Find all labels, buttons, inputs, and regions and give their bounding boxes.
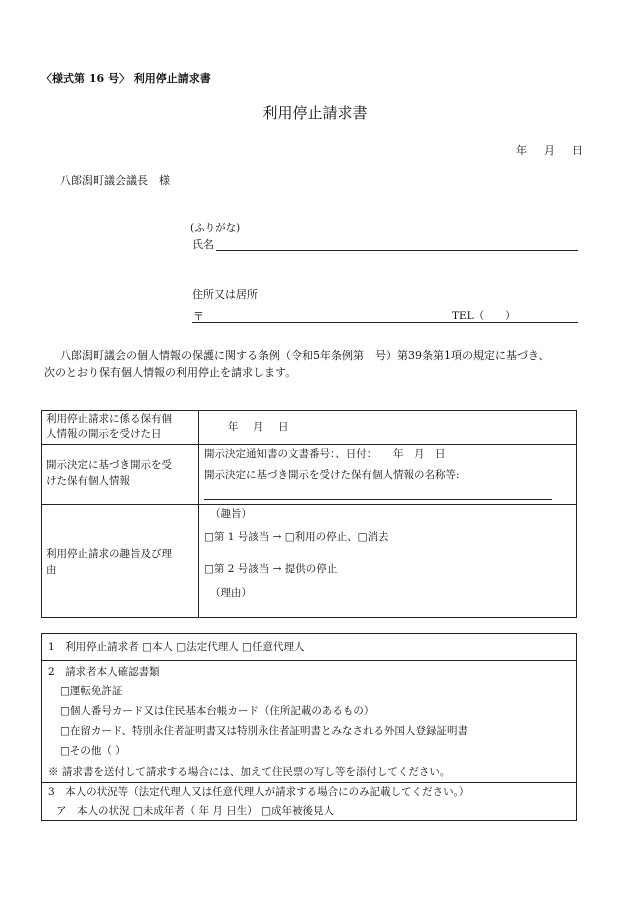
requester-type-line[interactable]: 1 利用停止請求者 □本人 □法定代理人 □任意代理人 [48,641,305,653]
principal-status-title: 3 本人の状況等（法定代理人又は任意代理人が請求する場合にのみ記載してください。） [48,786,470,798]
disclosed-info-name-line[interactable]: 開示決定に基づき開示を受けた保有個人情報の名称等: [204,469,460,481]
intro-line-2: 次のとおり保有個人情報の利用停止を請求します。 [44,366,297,379]
intro-line-1: 八郎潟町議会の個人情報の保護に関する条例（令和5年条例第 号）第39条第1項の規定に基づき、 [60,349,550,362]
purpose-label-1: 利用停止請求の趣旨及び理 [46,548,172,560]
postal-mark: 〒 [193,310,204,323]
tel-label: TEL（ ） [452,310,516,322]
id-document-option[interactable]: □在留カード、特別永住者証明書又は特別永住者証明書とみなされる外国人登録証明書 [60,725,468,737]
table-column-divider [198,411,199,617]
mailing-note: ※ 請求書を送付して請求する場合には、加えて住民票の写し等を添付してください。 [48,766,451,778]
page-title: 利用停止請求書 [262,104,368,122]
address-field-line[interactable] [192,322,578,323]
id-document-option[interactable]: □その他（ ） [60,745,126,757]
id-document-option[interactable]: □個人番号カード又は住民基本台帳カード（住所記載のあるもの） [60,705,375,717]
purpose-label-2: 由 [46,564,57,576]
disclosed-info-label-2: けた保有個人情報 [46,475,130,487]
purpose-heading: （趣旨） [210,508,252,520]
request-detail-table [41,410,577,618]
purpose-option-1[interactable]: □第 1 号該当 → □利用の停止、□消去 [204,531,389,543]
date-line: 年 月 日 [516,144,586,157]
table-row-divider [42,444,576,445]
table-row-divider [42,660,576,661]
id-documents-title: 2 請求者本人確認書類 [48,666,160,678]
id-document-option[interactable]: □運転免許証 [60,685,123,697]
addressee: 八郎潟町議会議長 様 [60,174,170,187]
form-number-label: 〈様式第 16 号〉 利用停止請求書 [41,72,211,85]
disclosed-info-field-line[interactable] [204,499,552,500]
address-label: 住所又は居所 [192,288,258,301]
disclosure-date-label-2: 人情報の開示を受けた日 [46,428,162,440]
requester-info-table [41,633,577,821]
disclosure-date-label-1: 利用停止請求に係る保有個 [46,413,172,425]
purpose-option-2[interactable]: □第 2 号該当 → 提供の停止 [204,563,338,575]
disclosed-info-label-1: 開示決定に基づき開示を受 [46,459,172,471]
disclosure-date-value[interactable]: 年 月 日 [228,421,291,433]
principal-status-line[interactable]: ア 本人の状況 □未成年者（ 年 月 日生） □成年被後見人 [56,805,335,817]
table-row-divider [42,504,576,505]
name-label: 氏名 [192,238,214,251]
notice-number-line[interactable]: 開示決定通知書の文書番号：、日付： 年 月 日 [204,448,446,460]
reason-heading: （理由） [210,587,252,599]
furigana-label: (ふりがな) [190,222,241,234]
name-field-line[interactable] [216,250,578,251]
table-row-divider [42,782,576,783]
